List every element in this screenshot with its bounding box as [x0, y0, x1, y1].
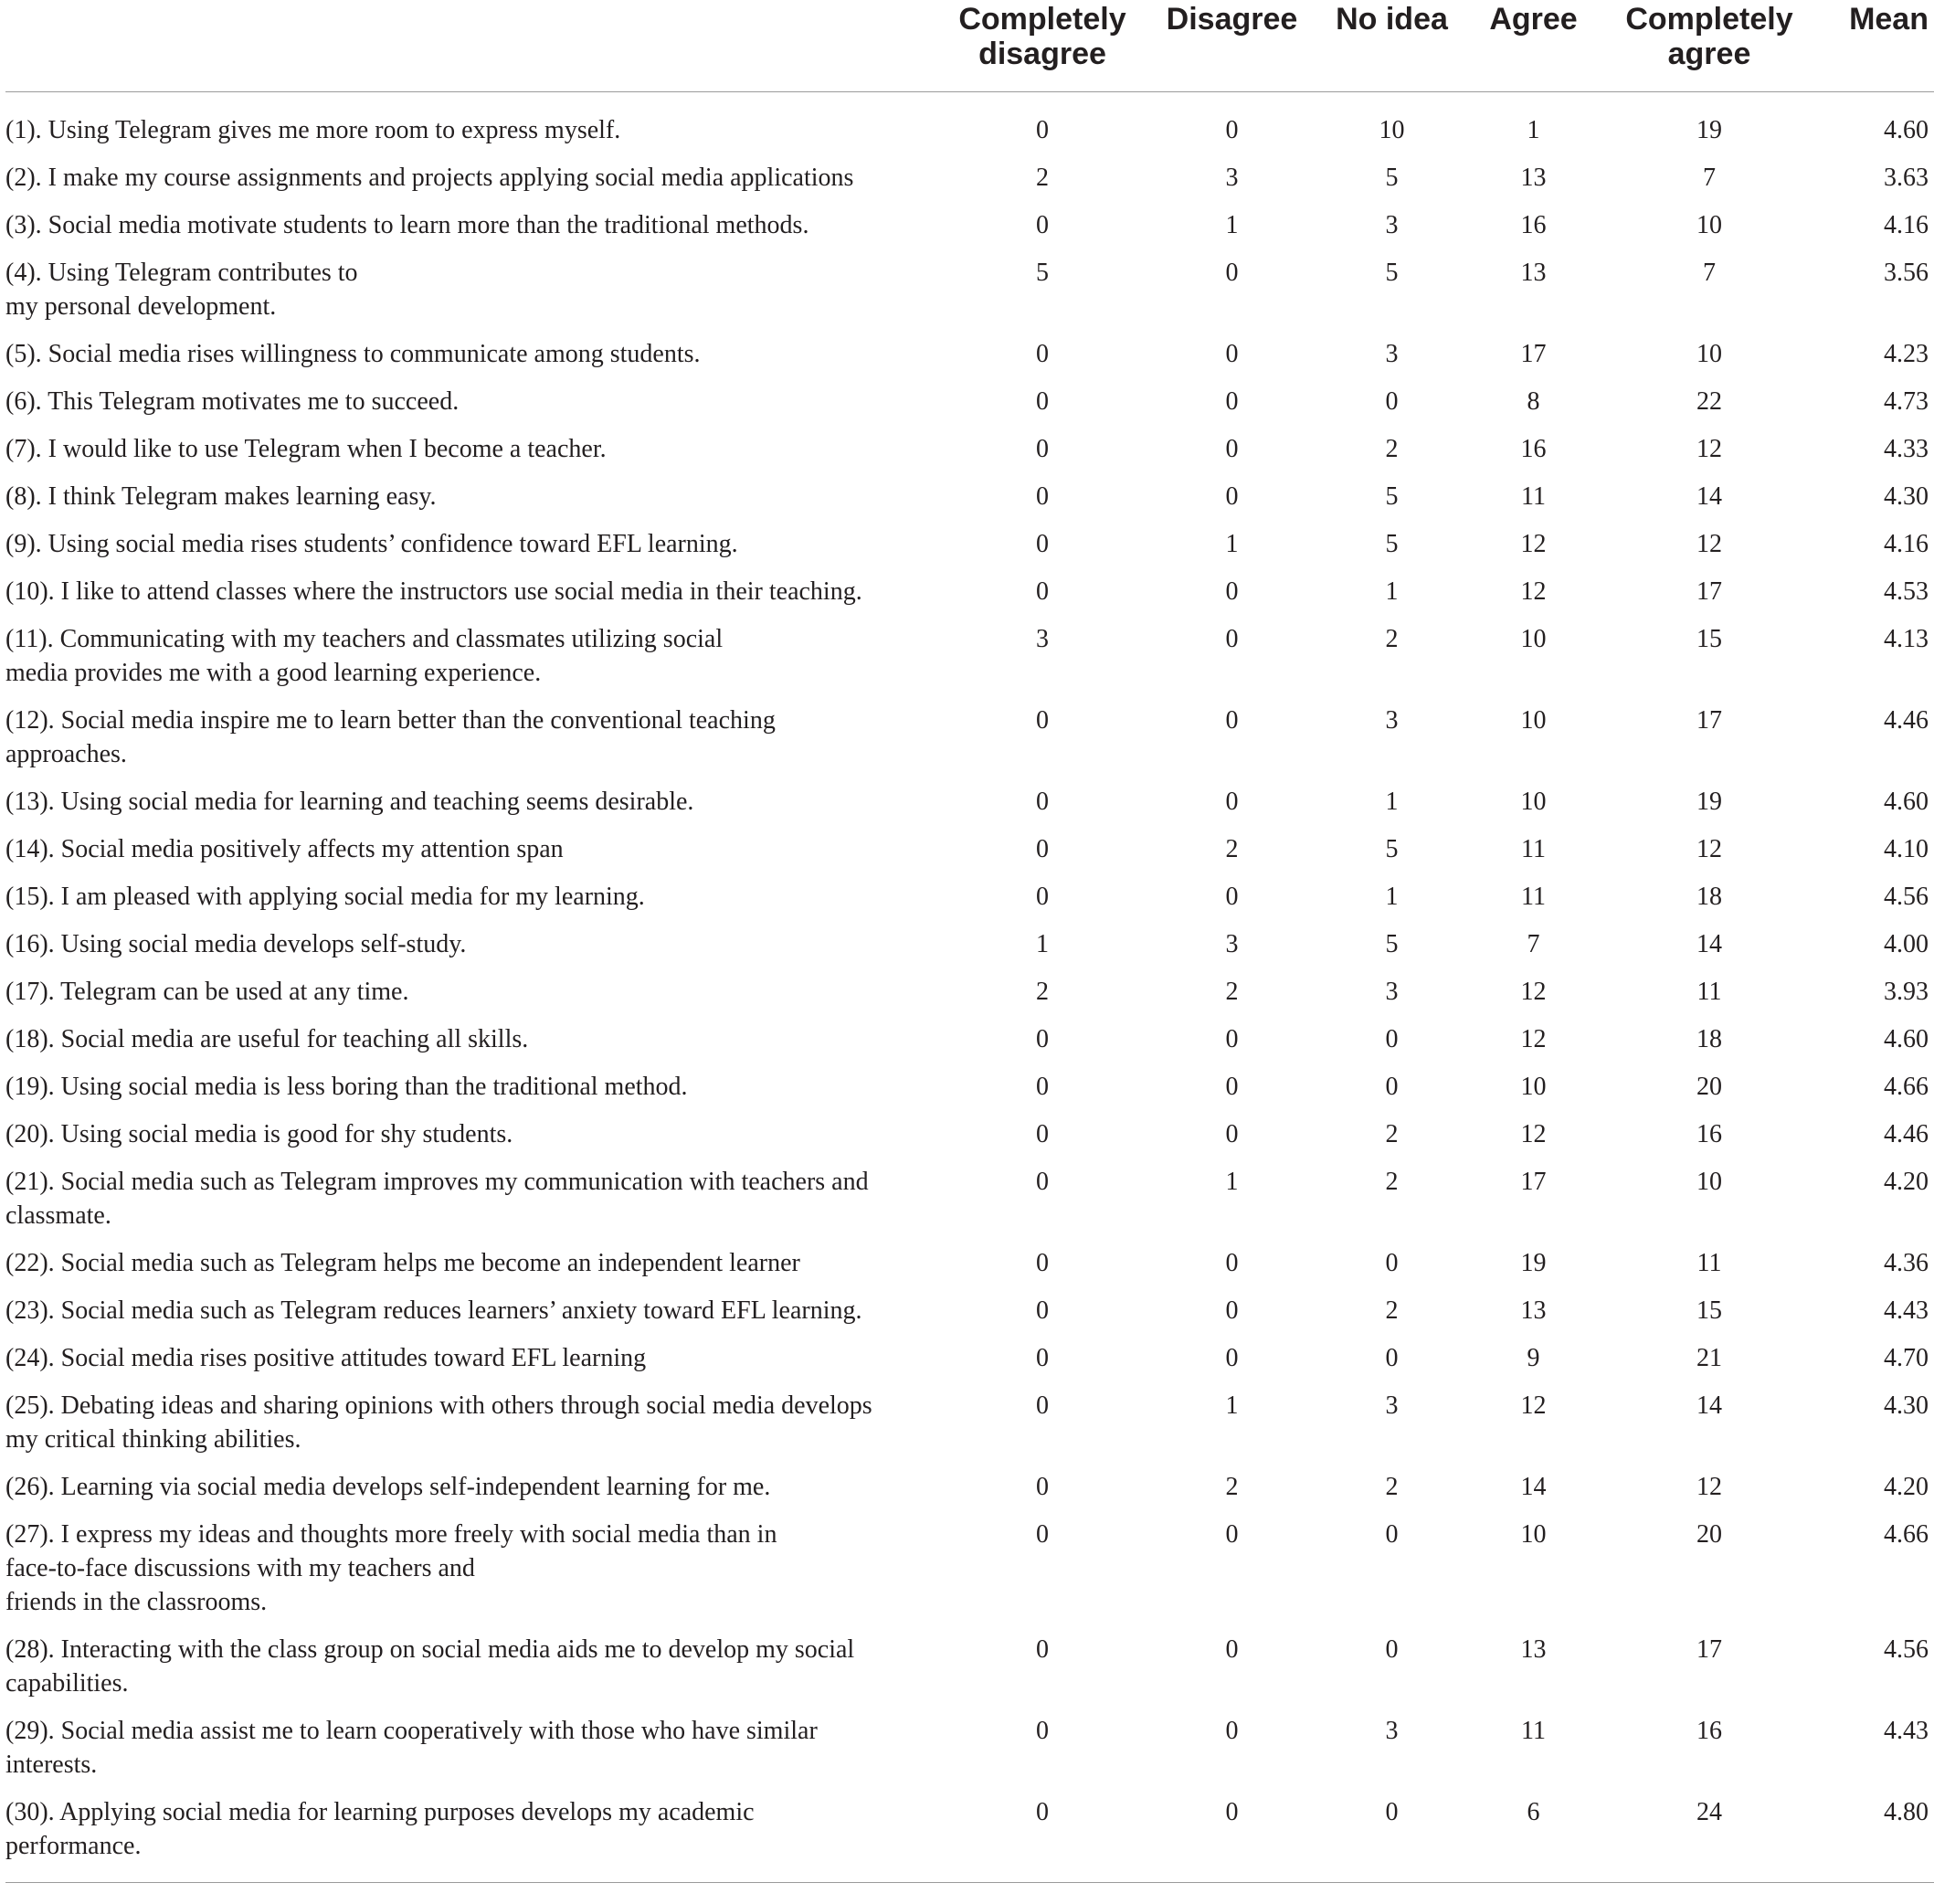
header-disagree: Disagree	[1166, 2, 1298, 37]
table-row	[5, 113, 1934, 161]
disagree-count: 2	[1225, 978, 1239, 1006]
item-text: (25). Debating ideas and sharing opinions with others through social media develops my critical thinking abilities.	[5, 1391, 872, 1454]
table-row	[5, 1117, 1934, 1165]
table-row	[5, 527, 1934, 575]
agree-count: 12	[1520, 1391, 1547, 1420]
agree-count: 19	[1520, 1249, 1547, 1277]
completely-agree-count: 22	[1696, 387, 1722, 416]
mean-value: 4.36	[1884, 1249, 1929, 1277]
disagree-count: 0	[1225, 1296, 1239, 1325]
no-idea-count: 3	[1385, 978, 1399, 1006]
agree-count: 13	[1520, 259, 1547, 287]
item-text: (12). Social media inspire me to learn better than the conventional teaching approaches.	[5, 706, 776, 768]
table-row	[5, 1294, 1934, 1341]
agree-count: 13	[1520, 1635, 1547, 1664]
table-row	[5, 337, 1934, 385]
completely-disagree-count: 0	[1036, 530, 1049, 558]
completely-agree-count: 12	[1696, 1473, 1722, 1501]
agree-count: 8	[1527, 387, 1540, 416]
item-text: (7). I would like to use Telegram when I become a teacher.	[5, 435, 607, 463]
disagree-count: 0	[1225, 1120, 1239, 1148]
mean-value: 4.10	[1884, 835, 1929, 863]
completely-disagree-count: 0	[1036, 1249, 1049, 1277]
completely-disagree-count: 0	[1036, 387, 1049, 416]
disagree-count: 0	[1225, 706, 1239, 735]
no-idea-count: 0	[1385, 387, 1399, 416]
completely-disagree-count: 0	[1036, 1520, 1049, 1549]
item-text: (17). Telegram can be used at any time.	[5, 978, 409, 1006]
completely-disagree-count: 0	[1036, 1025, 1049, 1053]
completely-agree-count: 20	[1696, 1520, 1722, 1549]
completely-disagree-count: 0	[1036, 340, 1049, 368]
disagree-count: 0	[1225, 577, 1239, 606]
no-idea-count: 1	[1385, 883, 1399, 911]
disagree-count: 0	[1225, 387, 1239, 416]
disagree-count: 1	[1225, 1391, 1239, 1420]
no-idea-count: 5	[1385, 164, 1399, 192]
completely-agree-count: 18	[1696, 1025, 1722, 1053]
completely-agree-count: 20	[1696, 1073, 1722, 1101]
completely-disagree-count: 0	[1036, 835, 1049, 863]
agree-count: 17	[1520, 1168, 1547, 1196]
table-row	[5, 1470, 1934, 1518]
mean-value: 4.30	[1884, 482, 1929, 511]
mean-value: 4.30	[1884, 1391, 1929, 1420]
item-text: (30). Applying social media for learning purposes develops my academic performance.	[5, 1798, 755, 1860]
mean-value: 4.23	[1884, 340, 1929, 368]
header-no-idea: No idea	[1336, 2, 1448, 37]
completely-disagree-count: 2	[1036, 978, 1049, 1006]
table-row	[5, 785, 1934, 832]
agree-count: 12	[1520, 1025, 1547, 1053]
table-row	[5, 975, 1934, 1022]
mean-value: 4.16	[1884, 211, 1929, 239]
agree-count: 6	[1527, 1798, 1540, 1826]
disagree-count: 0	[1225, 1520, 1239, 1549]
no-idea-count: 3	[1385, 1391, 1399, 1420]
agree-count: 11	[1521, 835, 1546, 863]
item-text: (15). I am pleased with applying social media for my learning.	[5, 883, 645, 911]
agree-count: 10	[1520, 706, 1547, 735]
completely-agree-count: 7	[1703, 164, 1716, 192]
no-idea-count: 3	[1385, 1717, 1399, 1745]
agree-count: 9	[1527, 1344, 1540, 1372]
disagree-count: 0	[1225, 625, 1239, 653]
table-row	[5, 1714, 1934, 1795]
no-idea-count: 0	[1385, 1073, 1399, 1101]
completely-agree-count: 17	[1696, 706, 1722, 735]
disagree-count: 3	[1225, 930, 1239, 958]
agree-count: 12	[1520, 577, 1547, 606]
completely-agree-count: 12	[1696, 835, 1722, 863]
table-row	[5, 256, 1934, 337]
agree-count: 13	[1520, 164, 1547, 192]
no-idea-count: 0	[1385, 1249, 1399, 1277]
agree-count: 10	[1520, 788, 1547, 816]
table-row	[5, 480, 1934, 527]
completely-agree-count: 11	[1696, 1249, 1722, 1277]
table-row	[5, 575, 1934, 622]
disagree-count: 2	[1225, 1473, 1239, 1501]
item-text: (20). Using social media is good for shy students.	[5, 1120, 513, 1148]
table-row	[5, 1795, 1934, 1877]
mean-value: 4.70	[1884, 1344, 1929, 1372]
table-row	[5, 1518, 1934, 1633]
mean-value: 3.63	[1884, 164, 1929, 192]
disagree-count: 0	[1225, 1025, 1239, 1053]
disagree-count: 0	[1225, 788, 1239, 816]
completely-disagree-count: 0	[1036, 1473, 1049, 1501]
completely-disagree-count: 3	[1036, 625, 1049, 653]
item-text: (28). Interacting with the class group on social media aids me to develop my social capabilities.	[5, 1635, 855, 1698]
disagree-count: 0	[1225, 340, 1239, 368]
disagree-count: 3	[1225, 164, 1239, 192]
header-item	[5, 0, 933, 91]
header-mean: Mean	[1849, 2, 1929, 37]
disagree-count: 2	[1225, 835, 1239, 863]
no-idea-count: 0	[1385, 1025, 1399, 1053]
mean-value: 4.13	[1884, 625, 1929, 653]
mean-value: 4.46	[1884, 1120, 1929, 1148]
table-row	[5, 703, 1934, 785]
completely-disagree-count: 0	[1036, 1391, 1049, 1420]
no-idea-count: 3	[1385, 211, 1399, 239]
mean-value: 4.66	[1884, 1073, 1929, 1101]
no-idea-count: 0	[1385, 1520, 1399, 1549]
completely-agree-count: 21	[1696, 1344, 1722, 1372]
completely-agree-count: 10	[1696, 211, 1722, 239]
table-row	[5, 1070, 1934, 1117]
no-idea-count: 2	[1385, 1120, 1399, 1148]
completely-agree-count: 16	[1696, 1120, 1722, 1148]
item-text: (1). Using Telegram gives me more room to express myself.	[5, 116, 621, 144]
completely-disagree-count: 0	[1036, 1717, 1049, 1745]
mean-value: 4.16	[1884, 530, 1929, 558]
agree-count: 17	[1520, 340, 1547, 368]
disagree-count: 0	[1225, 1717, 1239, 1745]
agree-count: 16	[1520, 435, 1547, 463]
disagree-count: 1	[1225, 211, 1239, 239]
item-text: (3). Social media motivate students to learn more than the traditional methods.	[5, 211, 809, 239]
no-idea-count: 2	[1385, 1296, 1399, 1325]
no-idea-count: 0	[1385, 1635, 1399, 1664]
completely-disagree-count: 0	[1036, 116, 1049, 144]
completely-agree-count: 12	[1696, 435, 1722, 463]
item-text: (14). Social media positively affects my attention span	[5, 835, 564, 863]
item-text: (16). Using social media develops self-study.	[5, 930, 467, 958]
header-completely-agree: Completely agree	[1625, 2, 1793, 71]
completely-disagree-count: 0	[1036, 435, 1049, 463]
table-row	[5, 1633, 1934, 1714]
mean-value: 4.33	[1884, 435, 1929, 463]
table-row	[5, 1165, 1934, 1246]
completely-agree-count: 11	[1696, 978, 1722, 1006]
disagree-count: 1	[1225, 530, 1239, 558]
mean-value: 4.20	[1884, 1473, 1929, 1501]
item-text: (21). Social media such as Telegram improves my communication with teachers and classmate.	[5, 1168, 869, 1230]
agree-count: 10	[1520, 1073, 1547, 1101]
no-idea-count: 1	[1385, 788, 1399, 816]
mean-value: 4.60	[1884, 116, 1929, 144]
disagree-count: 0	[1225, 1073, 1239, 1101]
completely-agree-count: 14	[1696, 482, 1722, 511]
completely-disagree-count: 0	[1036, 577, 1049, 606]
table-row	[5, 1022, 1934, 1070]
disagree-count: 0	[1225, 1249, 1239, 1277]
completely-agree-count: 10	[1696, 340, 1722, 368]
table-row	[5, 1246, 1934, 1294]
disagree-count: 0	[1225, 1798, 1239, 1826]
mean-value: 4.56	[1884, 883, 1929, 911]
mean-value: 4.60	[1884, 788, 1929, 816]
disagree-count: 0	[1225, 116, 1239, 144]
completely-agree-count: 15	[1696, 625, 1722, 653]
mean-value: 4.46	[1884, 706, 1929, 735]
completely-agree-count: 16	[1696, 1717, 1722, 1745]
table-header	[5, 0, 1934, 92]
completely-disagree-count: 0	[1036, 788, 1049, 816]
mean-value: 4.20	[1884, 1168, 1929, 1196]
disagree-count: 0	[1225, 259, 1239, 287]
mean-value: 4.73	[1884, 387, 1929, 416]
table-row	[5, 385, 1934, 432]
completely-disagree-count: 0	[1036, 706, 1049, 735]
agree-count: 16	[1520, 211, 1547, 239]
table-row	[5, 1341, 1934, 1389]
agree-count: 11	[1521, 883, 1546, 911]
completely-disagree-count: 0	[1036, 482, 1049, 511]
item-text: (10). I like to attend classes where the instructors use social media in their teaching.	[5, 577, 862, 606]
completely-agree-count: 10	[1696, 1168, 1722, 1196]
agree-count: 14	[1520, 1473, 1547, 1501]
completely-agree-count: 14	[1696, 930, 1722, 958]
no-idea-count: 1	[1385, 577, 1399, 606]
completely-agree-count: 18	[1696, 883, 1722, 911]
table-bottom-rule	[5, 1882, 1934, 1883]
item-text: (13). Using social media for learning and teaching seems desirable.	[5, 788, 694, 816]
disagree-count: 0	[1225, 1344, 1239, 1372]
mean-value: 3.93	[1884, 978, 1929, 1006]
header-completely-disagree: Completely disagree	[958, 2, 1126, 71]
agree-count: 12	[1520, 530, 1547, 558]
item-text: (26). Learning via social media develops self-independent learning for me.	[5, 1473, 771, 1501]
completely-agree-count: 17	[1696, 1635, 1722, 1664]
disagree-count: 0	[1225, 435, 1239, 463]
mean-value: 3.56	[1884, 259, 1929, 287]
item-text: (6). This Telegram motivates me to succeed.	[5, 387, 460, 416]
agree-count: 11	[1521, 482, 1546, 511]
item-text: (19). Using social media is less boring than the traditional method.	[5, 1073, 688, 1101]
mean-value: 4.60	[1884, 1025, 1929, 1053]
completely-disagree-count: 1	[1036, 930, 1049, 958]
completely-agree-count: 24	[1696, 1798, 1722, 1826]
agree-count: 10	[1520, 1520, 1547, 1549]
no-idea-count: 3	[1385, 706, 1399, 735]
disagree-count: 0	[1225, 883, 1239, 911]
completely-disagree-count: 0	[1036, 1073, 1049, 1101]
no-idea-count: 5	[1385, 835, 1399, 863]
item-text: (22). Social media such as Telegram helps me become an independent learner	[5, 1249, 800, 1277]
item-text: (5). Social media rises willingness to communicate among students.	[5, 340, 701, 368]
agree-count: 12	[1520, 978, 1547, 1006]
mean-value: 4.66	[1884, 1520, 1929, 1549]
completely-agree-count: 19	[1696, 116, 1722, 144]
item-text: (29). Social media assist me to learn cooperatively with those who have similar interests.	[5, 1717, 818, 1779]
table-body	[5, 92, 1934, 1877]
no-idea-count: 5	[1385, 530, 1399, 558]
no-idea-count: 0	[1385, 1798, 1399, 1826]
completely-agree-count: 19	[1696, 788, 1722, 816]
agree-count: 10	[1520, 625, 1547, 653]
no-idea-count: 2	[1385, 435, 1399, 463]
mean-value: 4.00	[1884, 930, 1929, 958]
table-row	[5, 432, 1934, 480]
no-idea-count: 5	[1385, 930, 1399, 958]
survey-table	[5, 0, 1934, 1883]
no-idea-count: 10	[1379, 116, 1405, 144]
mean-value: 4.53	[1884, 577, 1929, 606]
completely-agree-count: 15	[1696, 1296, 1722, 1325]
table-row	[5, 208, 1934, 256]
mean-value: 4.43	[1884, 1717, 1929, 1745]
completely-disagree-count: 0	[1036, 1344, 1049, 1372]
completely-agree-count: 17	[1696, 577, 1722, 606]
completely-agree-count: 7	[1703, 259, 1716, 287]
item-text: (2). I make my course assignments and projects applying social media applications	[5, 164, 854, 192]
table-row	[5, 832, 1934, 880]
completely-disagree-count: 2	[1036, 164, 1049, 192]
disagree-count: 0	[1225, 1635, 1239, 1664]
agree-count: 12	[1520, 1120, 1547, 1148]
disagree-count: 1	[1225, 1168, 1239, 1196]
no-idea-count: 3	[1385, 340, 1399, 368]
item-text: (23). Social media such as Telegram reduces learners’ anxiety toward EFL learning.	[5, 1296, 862, 1325]
header-agree: Agree	[1489, 2, 1578, 37]
no-idea-count: 5	[1385, 259, 1399, 287]
table-row	[5, 622, 1934, 703]
disagree-count: 0	[1225, 482, 1239, 511]
completely-agree-count: 14	[1696, 1391, 1722, 1420]
item-text: (27). I express my ideas and thoughts more freely with social media than in face-to-face discussions with my teachers and friends in the classrooms.	[5, 1520, 777, 1616]
completely-disagree-count: 0	[1036, 1168, 1049, 1196]
table-row	[5, 1389, 1934, 1470]
mean-value: 4.80	[1884, 1798, 1929, 1826]
completely-disagree-count: 0	[1036, 211, 1049, 239]
mean-value: 4.43	[1884, 1296, 1929, 1325]
item-text: (4). Using Telegram contributes to my personal development.	[5, 259, 358, 321]
no-idea-count: 2	[1385, 625, 1399, 653]
no-idea-count: 5	[1385, 482, 1399, 511]
item-text: (11). Communicating with my teachers and classmates utilizing social media provides me with a good learning experience.	[5, 625, 724, 687]
completely-disagree-count: 0	[1036, 883, 1049, 911]
completely-agree-count: 12	[1696, 530, 1722, 558]
agree-count: 13	[1520, 1296, 1547, 1325]
item-text: (8). I think Telegram makes learning easy.	[5, 482, 437, 511]
mean-value: 4.56	[1884, 1635, 1929, 1664]
completely-disagree-count: 0	[1036, 1120, 1049, 1148]
agree-count: 7	[1527, 930, 1540, 958]
completely-disagree-count: 5	[1036, 259, 1049, 287]
table-row	[5, 161, 1934, 208]
table-row	[5, 880, 1934, 927]
table-row	[5, 927, 1934, 975]
no-idea-count: 0	[1385, 1344, 1399, 1372]
item-text: (24). Social media rises positive attitudes toward EFL learning	[5, 1344, 647, 1372]
completely-disagree-count: 0	[1036, 1296, 1049, 1325]
item-text: (9). Using social media rises students’ confidence toward EFL learning.	[5, 530, 738, 558]
completely-disagree-count: 0	[1036, 1798, 1049, 1826]
completely-disagree-count: 0	[1036, 1635, 1049, 1664]
agree-count: 1	[1527, 116, 1540, 144]
no-idea-count: 2	[1385, 1168, 1399, 1196]
no-idea-count: 2	[1385, 1473, 1399, 1501]
agree-count: 11	[1521, 1717, 1546, 1745]
item-text: (18). Social media are useful for teaching all skills.	[5, 1025, 529, 1053]
